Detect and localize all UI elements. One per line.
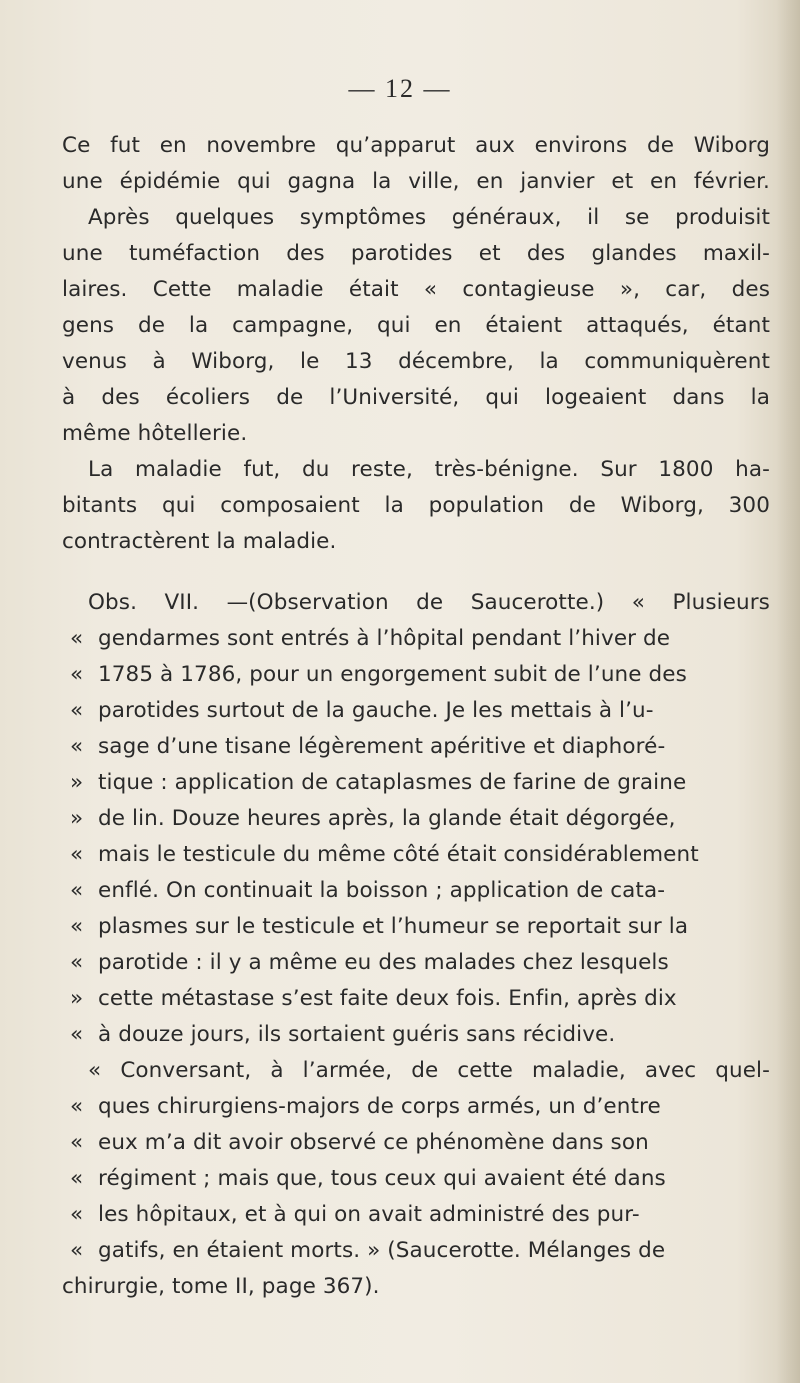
observation-line-text: cette métastase s’est faite deux fois. Enfin, après dix (98, 986, 677, 1011)
quote-mark: « (70, 1166, 84, 1191)
observation-line-5 (70, 765, 770, 801)
observation-line-3 (70, 693, 770, 729)
quote-mark: « (70, 878, 84, 903)
observation-line-text: régiment ; mais que, tous ceux qui avaient été dans (98, 1166, 666, 1191)
quote-mark: « (70, 1094, 84, 1119)
quote-mark: » (70, 806, 84, 831)
observation-line-text: eux m’a dit avoir observé ce phénomène dans son (98, 1130, 649, 1155)
page-number: — 12 — (348, 74, 452, 103)
paragraph-1-line-6: gens de la campagne, qui en étaient attaqués, étant (62, 313, 770, 338)
observation-line-text: les hôpitaux, et à qui on avait administré des pur- (98, 1202, 640, 1227)
quote-mark: « (70, 698, 84, 723)
observation-2-first-line: « Conversant, à l’armée, de cette maladie, avec quel- (88, 1058, 770, 1083)
quote-mark: « (70, 662, 84, 687)
observation-line-text: tique : application de cataplasmes de farine de graine (98, 770, 687, 795)
observation-line-text: à douze jours, ils sortaient guéris sans récidive. (98, 1022, 616, 1047)
quote-mark: « (70, 1022, 84, 1047)
quote-mark: « (70, 626, 84, 651)
quote-mark: « (70, 734, 84, 759)
observation-line-text: parotide : il y a même eu des malades chez lesquels (98, 950, 669, 975)
observation-line-text: gendarmes sont entrés à l’hôpital pendant l’hiver de (98, 626, 671, 651)
observation-2-line-1 (70, 1089, 770, 1125)
quote-mark: » (70, 986, 84, 1011)
observation-2-line-4 (70, 1197, 770, 1233)
paragraph-1-line-8: à des écoliers de l’Université, qui logeaient dans la (62, 385, 770, 410)
observation-line-text: gatifs, en étaient morts. » (Saucerotte. Mélanges de (98, 1238, 666, 1263)
quote-mark: « (70, 1202, 84, 1227)
observation-line-12 (70, 1017, 770, 1053)
quote-mark: « (70, 1130, 84, 1155)
observation-line-text: ques chirurgiens-majors de corps armés, un d’entre (98, 1094, 661, 1119)
observation-line-6 (70, 801, 770, 837)
observation-line-4 (70, 729, 770, 765)
paragraph-1-line-4: une tuméfaction des parotides et des glandes maxil- (62, 241, 770, 266)
paragraph-1-line-2: une épidémie qui gagna la ville, en janvier et en février. (62, 169, 770, 194)
observation-2-line-5 (70, 1233, 770, 1269)
observation-2-line-2 (70, 1125, 770, 1161)
paragraph-1-line-3: Après quelques symptômes généraux, il se produisit (88, 205, 770, 230)
quote-mark: « (70, 950, 84, 975)
observation-2-line-3 (70, 1161, 770, 1197)
observation-line-9 (70, 909, 770, 945)
page-edge-shadow (776, 0, 800, 1383)
observation-line-2 (70, 657, 770, 693)
quote-mark: « (70, 842, 84, 867)
quote-mark: » (70, 770, 84, 795)
paragraph-2-line-2: bitants qui composaient la population de Wiborg, 300 (62, 493, 770, 518)
observation-line-8 (70, 873, 770, 909)
paragraph-2-line-1: La maladie fut, du reste, très-bénigne. Sur 1800 ha- (88, 457, 770, 482)
observation-line-10 (70, 945, 770, 981)
observation-heading: Obs. VII. —(Observation de Saucerotte.) « Plusieurs (88, 590, 770, 615)
observation-line-text: 1785 à 1786, pour un engorgement subit de l’une des (98, 662, 687, 687)
observation-line-text: enflé. On continuait la boisson ; application de cata- (98, 878, 666, 903)
paragraph-1-line-1: Ce fut en novembre qu’apparut aux environs de Wiborg (62, 133, 770, 158)
citation-final-line: chirurgie, tome II, page 367). (62, 1274, 380, 1299)
quote-mark: « (70, 914, 84, 939)
observation-line-text: sage d’une tisane légèrement apéritive et diaphoré- (98, 734, 666, 759)
observation-line-text: mais le testicule du même côté était considérablement (98, 842, 699, 867)
paragraph-1-line-7: venus à Wiborg, le 13 décembre, la communiquèrent (62, 349, 770, 374)
quote-mark: « (70, 1238, 84, 1263)
paragraph-1-line-5: laires. Cette maladie était « contagieuse », car, des (62, 277, 770, 302)
observation-line-11 (70, 981, 770, 1017)
observation-line-text: plasmes sur le testicule et l’humeur se reportait sur la (98, 914, 689, 939)
paragraph-2-line-3: contractèrent la maladie. (62, 529, 337, 554)
observation-line-text: de lin. Douze heures après, la glande était dégorgée, (98, 806, 676, 831)
paragraph-1-line-9: même hôtellerie. (62, 421, 248, 446)
observation-line-text: parotides surtout de la gauche. Je les mettais à l’u- (98, 698, 654, 723)
observation-line-7 (70, 837, 770, 873)
observation-line-1 (70, 621, 770, 657)
